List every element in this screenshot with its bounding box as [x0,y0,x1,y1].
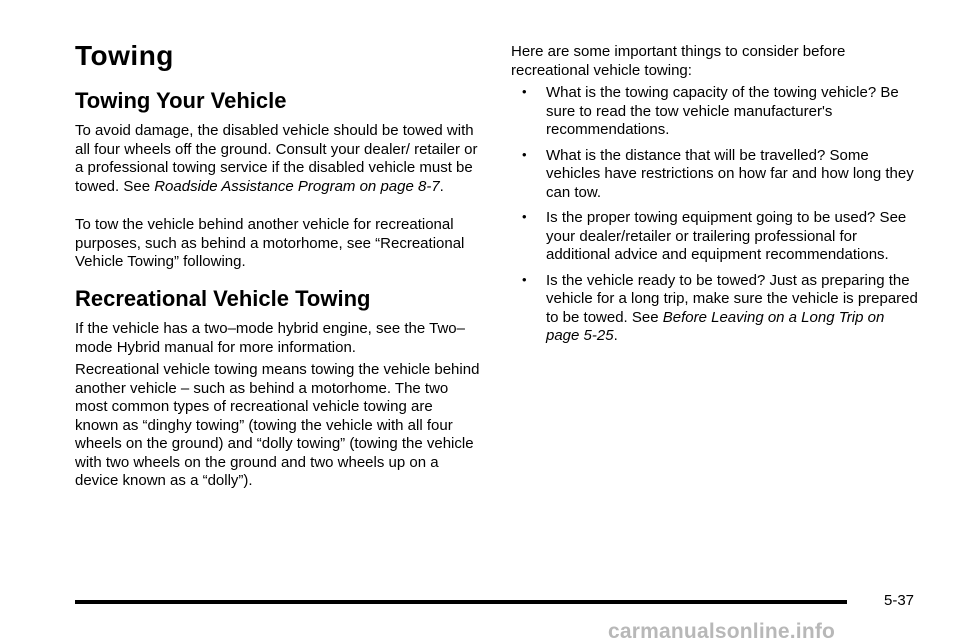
list-item-text: What is the towing capacity of the towing vehicle? Be sure to read the tow vehicle manufacturer's recommendations. [546,84,899,138]
paragraph-end: . [439,177,444,195]
list-item [511,272,921,346]
paragraph-disabled-vehicle [75,122,480,196]
list-item [511,84,921,140]
bullet-icon: • [522,84,527,99]
bullet-icon: • [522,146,527,162]
list-item [511,209,921,265]
list-item-text: Is the proper towing equipment going to be used? See your dealer/retailer or trailering professional for additional advice and equipment recommendations. [546,209,907,263]
paragraph-hybrid-engine: If the vehicle has a two–mode hybrid engine, see the Two–mode Hybrid manual for more information. [75,320,465,356]
list-item [511,147,921,203]
section-heading-recreational-vehicle-towing: Recreational Vehicle Towing [75,286,371,311]
page-title: Towing [75,40,174,71]
cross-reference-before-leaving[interactable]: Before Leaving on a Long Trip on page 5-25 [546,308,885,344]
paragraph-text: To avoid damage, the disabled vehicle should be towed with all four wheels off the ground. Consult your dealer/ retailer or a professional towing service if the disabled vehicle must be towed. See [75,122,478,195]
page-number: 5-37 [884,592,915,609]
list-item-text: What is the distance that will be travelled? Some vehicles have restrictions on how far and how long they can tow. [546,146,914,201]
list-item-text-end: . [613,327,618,344]
considerations-list [511,84,921,353]
bullet-icon: • [522,209,527,224]
paragraph-rv-towing-types: Recreational vehicle towing means towing the vehicle behind another vehicle – such as behind a motorhome. The two most common types of recreational vehicle towing are known as “dinghy towing” (towing the vehicle with all four wheels on the ground) and “dolly towing” (towing the vehicle with two wheels on the ground and two wheels up on a device known as a “dolly”). [75,361,480,489]
watermark: carmanualsonline.info [608,620,836,643]
list-item-text-body: Is the vehicle ready to be towed? Just as preparing the vehicle for a long trip, make sure the vehicle is prepared to be towed. See [546,271,918,326]
bullet-icon: • [522,271,527,287]
section-heading-towing-your-vehicle: Towing Your Vehicle [75,88,287,113]
paragraph-recreational-purposes: To tow the vehicle behind another vehicle for recreational purposes, such as behind a motorhome, see “Recreational Vehicle Towing” following. [75,216,465,270]
list-item-text [546,272,921,346]
paragraph-considerations-intro: Here are some important things to consider before recreational vehicle towing: [511,43,846,79]
cross-reference-roadside-assistance[interactable]: Roadside Assistance Program on page 8-7 [154,177,440,195]
footer-rule [75,600,847,604]
